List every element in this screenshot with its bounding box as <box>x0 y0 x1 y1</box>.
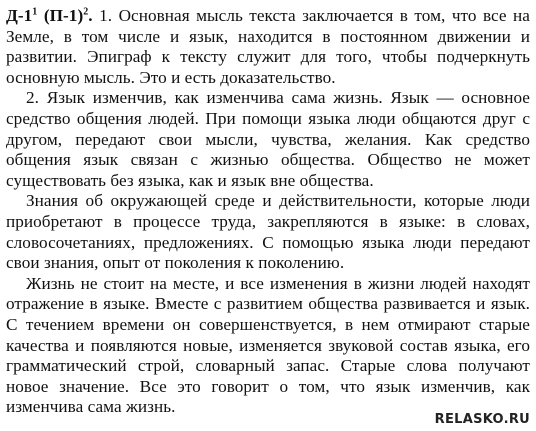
document-page <box>6 6 530 418</box>
watermark: RELASKO.RU <box>434 412 530 427</box>
exercise-label-mid: (П-1) <box>43 6 84 25</box>
paragraph-4: Жизнь не стоит на месте, и все изменения в жизни людей находят отражение в языке. Вместе с развитием общества развивается и язык. С течением времени он совершенствуется, в нем отмирают старые качества и появляются новые, изменяется звуковой состав языка, его грамматический строй, словарный запас. Старые слова получают новое значение. Все это говорит о том, что язык изменчив, как изменчива сама жизнь. <box>6 273 530 417</box>
paragraph-3: Знания об окружающей среде и действительности, которые люди приобретают в процессе труда, закрепляются в языке: в словах, словосочетаниях, предложениях. С помощью языка люди передают свои знания, опыт от поколения к поколению. <box>6 191 530 273</box>
exercise-label-prefix: Д-1 <box>6 6 33 25</box>
exercise-label-sup1: 1 <box>32 6 38 18</box>
paragraph-1-text: 1. Основная мысль текста заключается в том, что все на Земле, в том числе и язык, находится в постоянном движении и развитии. Эпиграф к тексту служит для того, чтобы подчеркнуть основную мысль. Это и есть доказательство. <box>6 6 530 87</box>
exercise-label-suffix: . <box>88 6 93 25</box>
exercise-label-sup2: 2 <box>83 6 89 18</box>
exercise-label <box>6 6 93 25</box>
paragraph-2: 2. Язык изменчив, как изменчива сама жизнь. Язык — основное средство общения людей. При помощи языка люди общаются друг с другом, передают свои мысли, чувства, желания. Как средство общения язык связан с жизнью общества. Общество не может существовать без языка, как и язык вне общества. <box>6 88 530 190</box>
paragraph-1 <box>6 6 530 88</box>
